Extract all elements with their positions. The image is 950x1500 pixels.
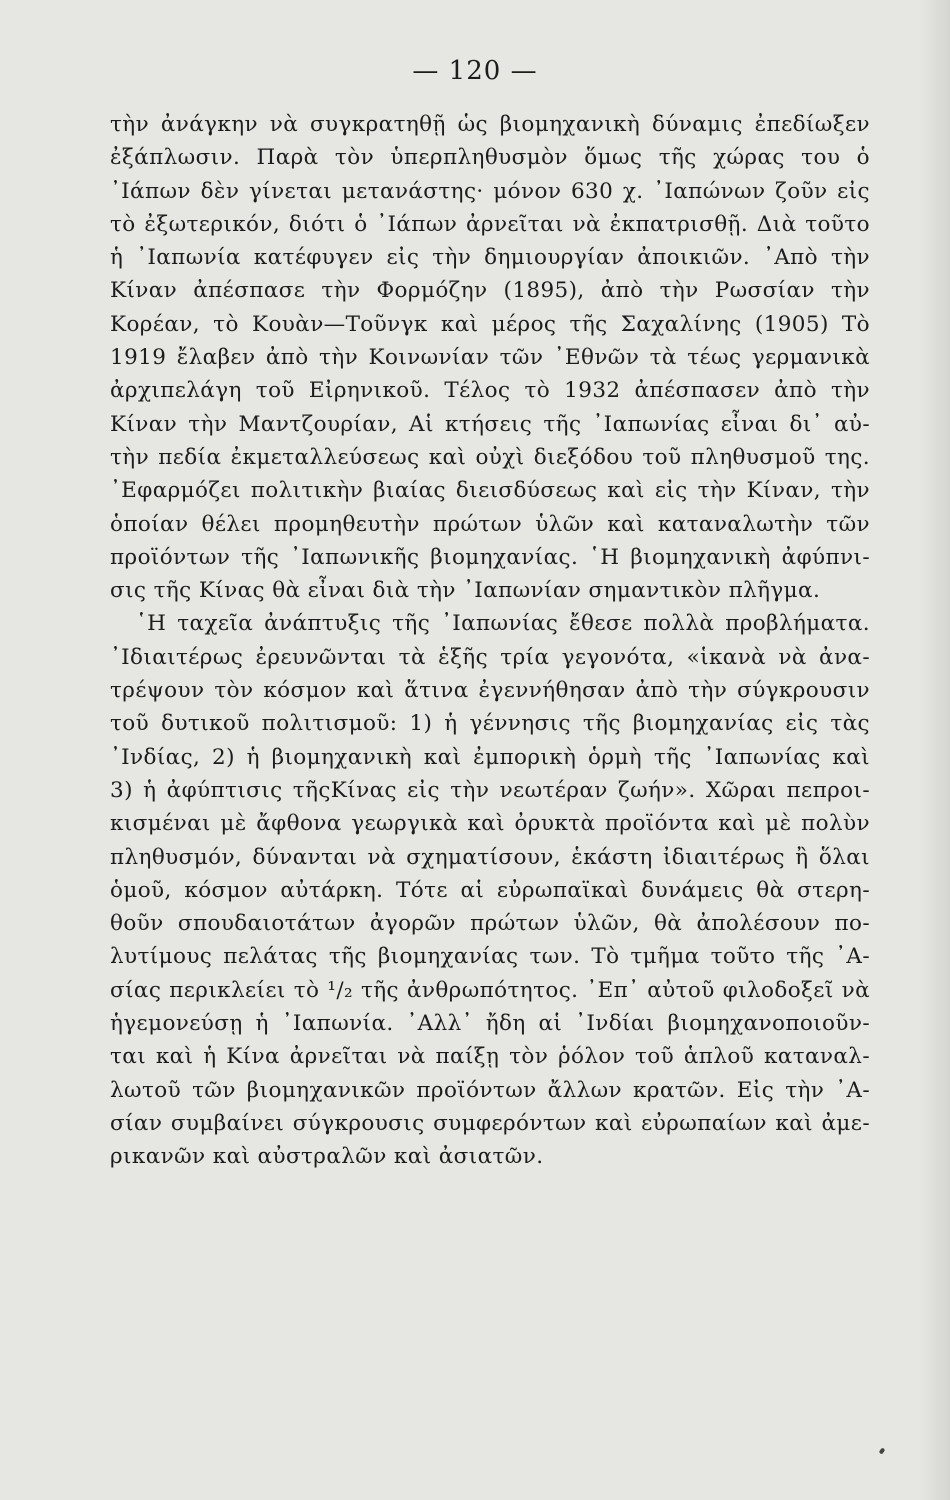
text-line: ᾿Ιάπων δὲν γίνεται μετανάστης· μόνον 630 χ. ᾿Ιαπώνων ζοῦν εἰς bbox=[110, 178, 870, 204]
text-line: ᾿Ινδίας, 2) ἡ βιομηχανικὴ καὶ ἐμπορικὴ ὁρμὴ τῆς ᾿Ιαπωνίας καὶ bbox=[110, 744, 870, 770]
text-line: Κίναν τὴν Μαντζουρίαν, Αἱ κτήσεις τῆς ᾿Ιαπωνίας εἶναι δι᾿ αὐ- bbox=[110, 411, 870, 437]
text-line: τὴν ἀνάγκην νὰ συγκρατηθῇ ὡς βιομηχανικὴ δύναμις ἐπεδίωξεν bbox=[110, 112, 870, 137]
text-line: κισμέναι μὲ ἄφθονα γεωργικὰ καὶ ὀρυκτὰ προϊόντα καὶ μὲ πολὺν bbox=[110, 811, 870, 837]
ink-speck bbox=[879, 1447, 886, 1454]
text-line: ρικανῶν καὶ αὐστραλῶν καὶ ἀσιατῶν. bbox=[110, 1144, 544, 1170]
text-line: θοῦν σπουδαιοτάτων ἀγορῶν πρώτων ὑλῶν, θὰ ἀπολέσουν πο- bbox=[110, 911, 870, 937]
text-line: τοῦ δυτικοῦ πολιτισμοῦ: 1) ἡ γέννησις τῆς βιομηχανίας εἰς τὰς bbox=[110, 711, 870, 737]
text-line: σίαν συμβαίνει σύγκρουσις συμφερόντων καὶ εὐρωπαίων καὶ ἀμε- bbox=[110, 1110, 870, 1136]
text-line: ται καὶ ἡ Κίνα ἀρνεῖται νὰ παίξῃ τὸν ῥόλον τοῦ ἁπλοῦ καταναλ- bbox=[110, 1044, 870, 1070]
text-line: ἀρχιπελάγη τοῦ Εἰρηνικοῦ. Τέλος τὸ 1932 ἀπέσπασεν ἀπὸ τὴν bbox=[110, 378, 870, 404]
text-line: ἡ ᾿Ιαπωνία κατέφυγεν εἰς τὴν δημιουργίαν ἀποικιῶν. ᾿Απὸ τὴν bbox=[110, 245, 870, 271]
text-line: τὴν πεδία ἐκμεταλλεύσεως καὶ οὐχὶ διεξόδου τοῦ πληθυσμοῦ της. bbox=[110, 444, 870, 470]
text-line: ὁποίαν θέλει προμηθευτὴν πρώτων ὑλῶν καὶ καταναλωτὴν τῶν bbox=[110, 511, 870, 537]
text-line: Κορέαν, τὸ Κουὰν—Τοῦνγκ καὶ μέρος τῆς Σαχαλίνης (1905) Τὸ bbox=[110, 311, 870, 337]
text-line: Κίναν ἀπέσπασε τὴν Φορμόζην (1895), ἀπὸ τὴν Ρωσσίαν τὴν bbox=[110, 278, 870, 304]
page-number: — 120 — bbox=[412, 56, 538, 86]
text-line: σίας περικλείει τὸ ¹/₂ τῆς ἀνθρωπότητος. ᾿Επ᾿ αὐτοῦ φιλοδοξεῖ νὰ bbox=[110, 977, 870, 1003]
text-line: πληθυσμόν, δύνανται νὰ σχηματίσουν, ἑκάστη ἰδιαιτέρως ἢ ὅλαι bbox=[110, 844, 870, 870]
text-line: λυτίμους πελάτας τῆς βιομηχανίας των. Τὸ τμῆμα τοῦτο τῆς ᾿Α- bbox=[110, 944, 870, 970]
text-line: ᾿Ιδιαιτέρως ἐρευνῶνται τὰ ἑξῆς τρία γεγονότα, «ἱκανὰ νὰ ἀνα- bbox=[110, 644, 870, 670]
body-text bbox=[110, 108, 870, 1174]
text-line: 1919 ἔλαβεν ἀπὸ τὴν Κοινωνίαν τῶν ᾿Εθνῶν τὰ τέως γερμανικὰ bbox=[110, 345, 870, 371]
text-line: λωτοῦ τῶν βιομηχανικῶν προϊόντων ἄλλων κρατῶν. Εἰς τὴν ᾿Α- bbox=[110, 1077, 870, 1103]
text-line: σις τῆς Κίνας θὰ εἶναι διὰ τὴν ᾿Ιαπωνίαν σημαντικὸν πλῆγμα. bbox=[110, 578, 821, 604]
text-line: 3) ἡ ἀφύπτισις τῆςΚίνας εἰς τὴν νεωτέραν ζωήν». Χῶραι πεπροι- bbox=[110, 777, 870, 803]
paragraph-start-line: ῾Η ταχεῖα ἀνάπτυξις τῆς ᾿Ιαπωνίας ἔθεσε πολλὰ προβλήματα. bbox=[136, 611, 870, 637]
text-line: τρέψουν τὸν κόσμον καὶ ἅτινα ἐγεννήθησαν ἀπὸ τὴν σύγκρουσιν bbox=[110, 678, 870, 704]
text-line: προϊόντων τῆς ᾿Ιαπωνικῆς βιομηχανίας. ῾Η βιομηχανικὴ ἀφύπνι- bbox=[110, 544, 870, 570]
text-line: τὸ ἐξωτερικόν, διότι ὁ ᾿Ιάπων ἀρνεῖται νὰ ἐκπατρισθῇ. Διὰ τοῦτο bbox=[110, 211, 870, 237]
text-line: ὁμοῦ, κόσμον αὐτάρκη. Τότε αἱ εὐρωπαϊκαὶ δυνάμεις θὰ στερη- bbox=[110, 877, 870, 903]
text-line: ἡγεμονεύσῃ ἡ ᾿Ιαπωνία. ᾿Αλλ᾿ ἤδη αἱ ᾿Ινδίαι βιομηχανοποιοῦν- bbox=[110, 1011, 870, 1037]
text-line: ᾿Εφαρμόζει πολιτικὴν βιαίας διεισδύσεως καὶ εἰς τὴν Κίναν, τὴν bbox=[110, 478, 870, 504]
page-edge-shadow bbox=[920, 0, 950, 1500]
text-line: ἐξάπλωσιν. Παρὰ τὸν ὑπερπληθυσμὸν ὅμως τῆς χώρας του ὁ bbox=[110, 145, 870, 171]
